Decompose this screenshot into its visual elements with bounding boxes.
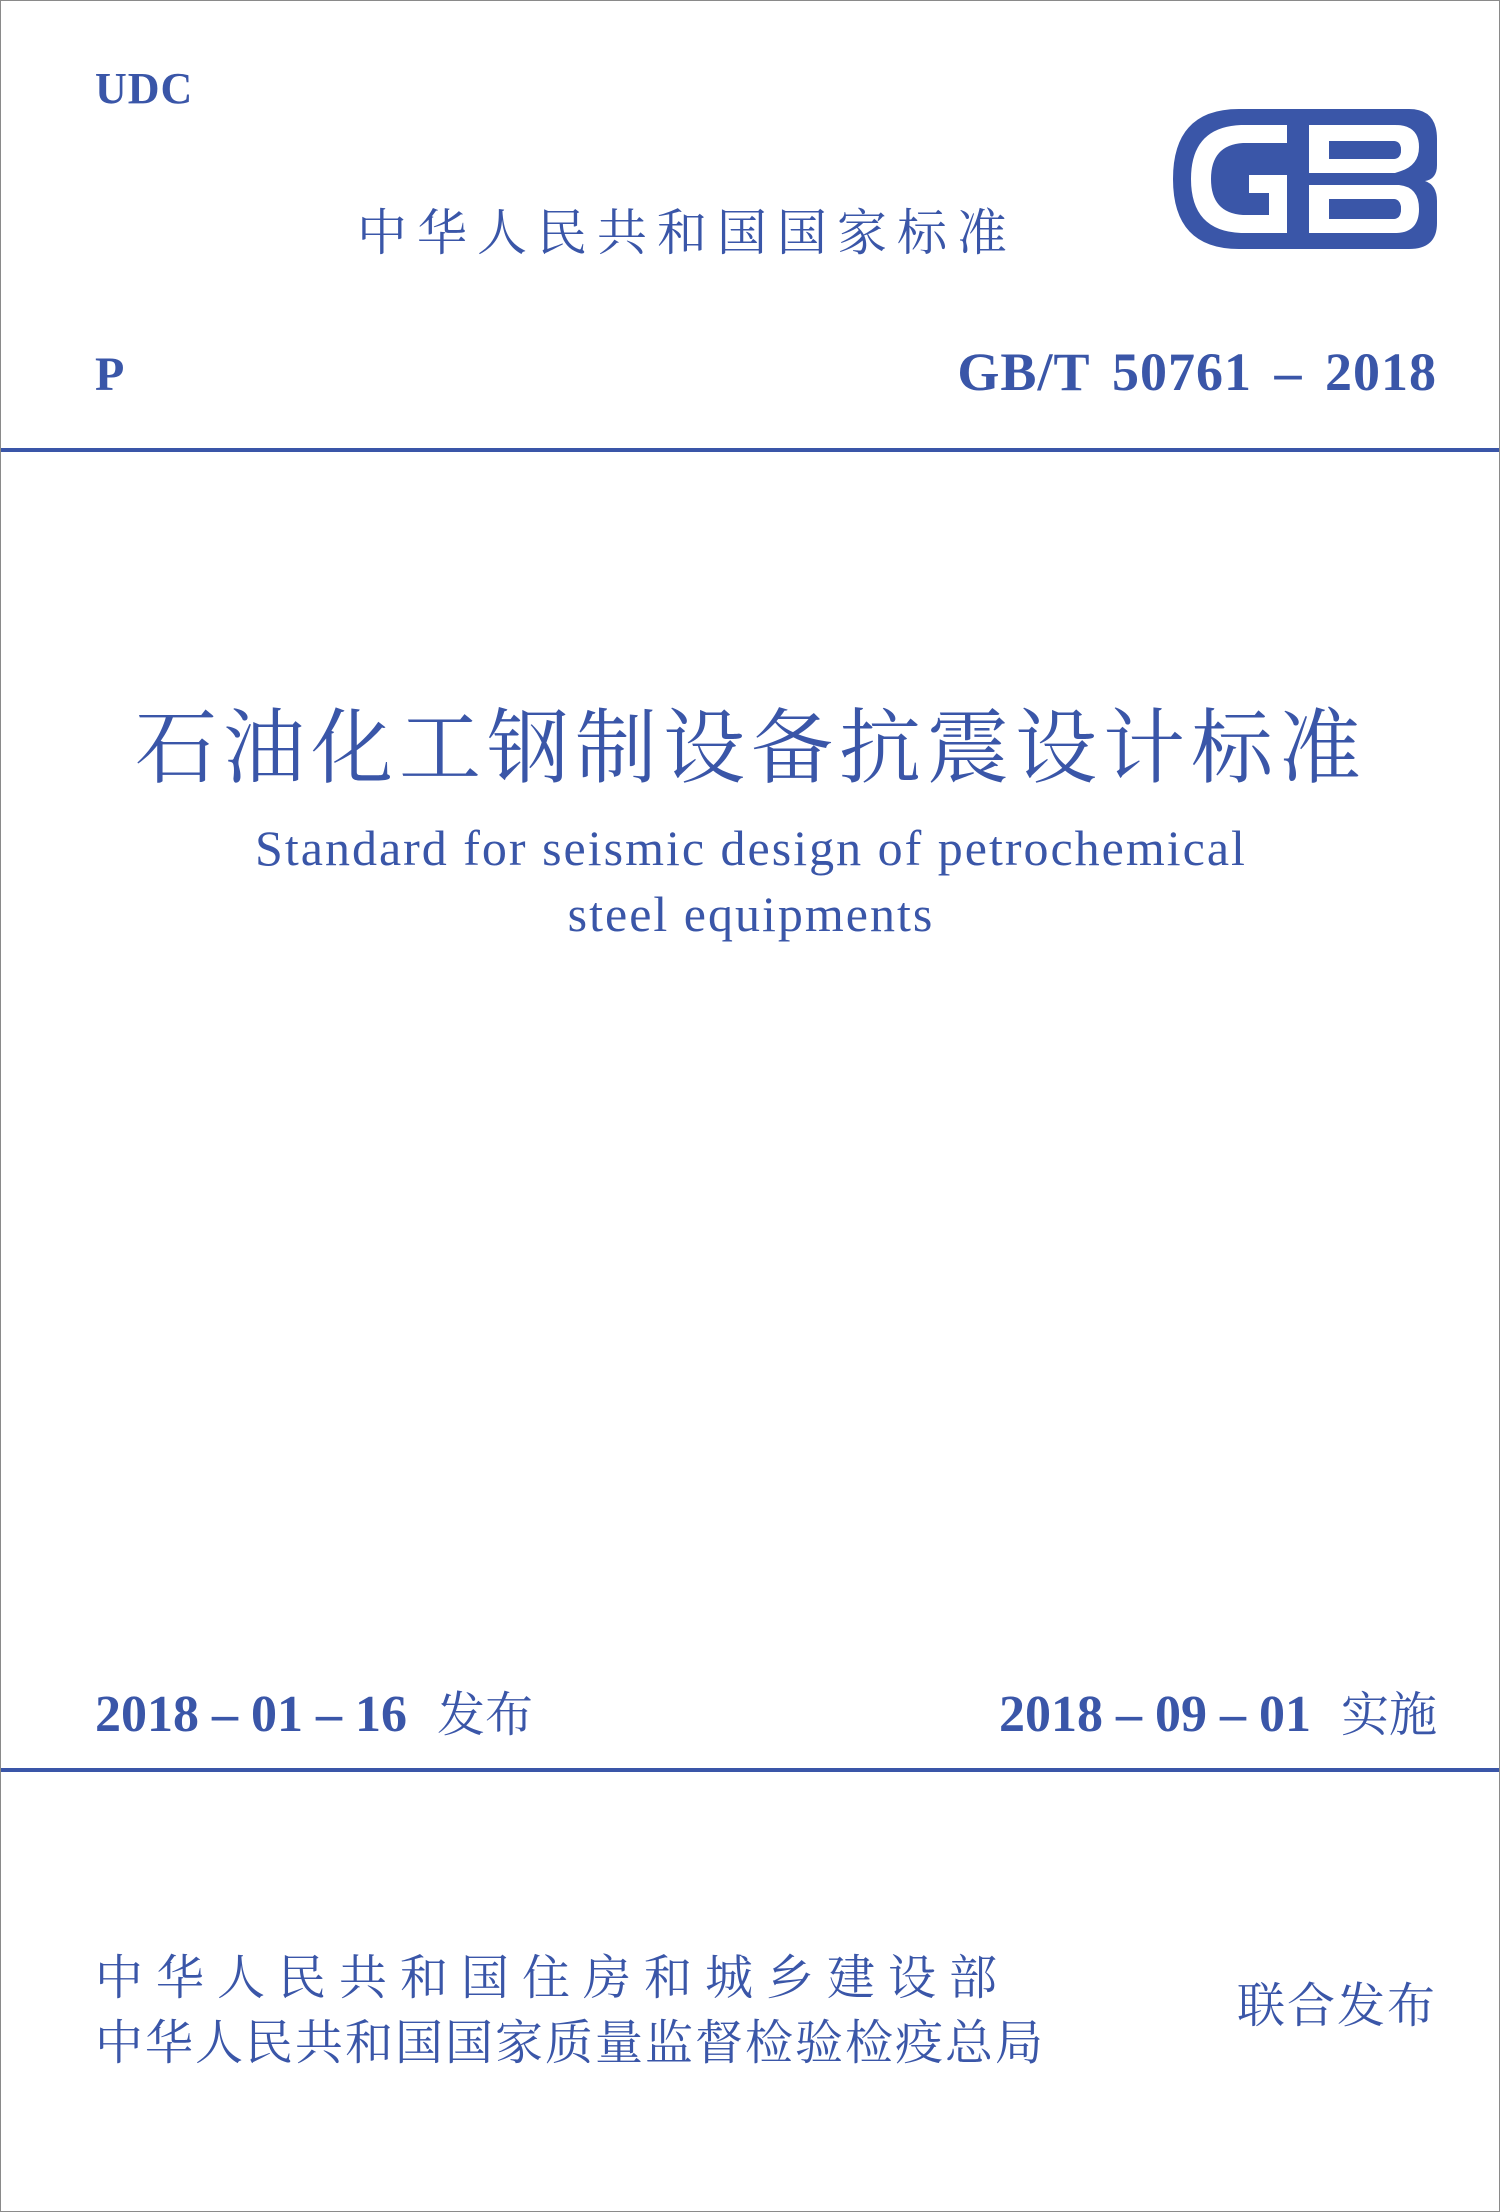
implementation-date-block <box>999 1676 1437 1745</box>
title-english-line-2: steel equipments <box>567 886 935 942</box>
top-divider <box>1 448 1499 452</box>
issue-date: 2018 – 01 – 16 <box>95 1686 407 1743</box>
title-english-line-1: Standard for seismic design of petrochemical <box>255 820 1247 876</box>
joint-issue-label: 联合发布 <box>1236 1978 1437 2034</box>
udc-label: UDC <box>95 64 194 113</box>
implementation-date: 2018 – 09 – 01 <box>998 1686 1311 1743</box>
issuer-ministry-housing: 中华人民共和国住房和城乡建设部 <box>95 1950 1011 2006</box>
implementation-label: 实施 <box>1340 1687 1437 1743</box>
issue-date-block <box>95 1676 533 1745</box>
issuer-quality-supervision: 中华人民共和国国家质量监督检验检疫总局 <box>95 2015 1046 2071</box>
bottom-divider <box>1 1768 1499 1772</box>
title-chinese: 石油化工钢制设备抗震设计标准 <box>134 701 1367 796</box>
issue-label: 发布 <box>437 1687 534 1743</box>
classification-code: P <box>95 348 125 401</box>
standard-number: GB/T 50761 – 2018 <box>957 342 1437 402</box>
gb-logo-icon <box>1169 105 1441 253</box>
national-standard-heading: 中华人民共和国国家标准 <box>357 204 1017 262</box>
